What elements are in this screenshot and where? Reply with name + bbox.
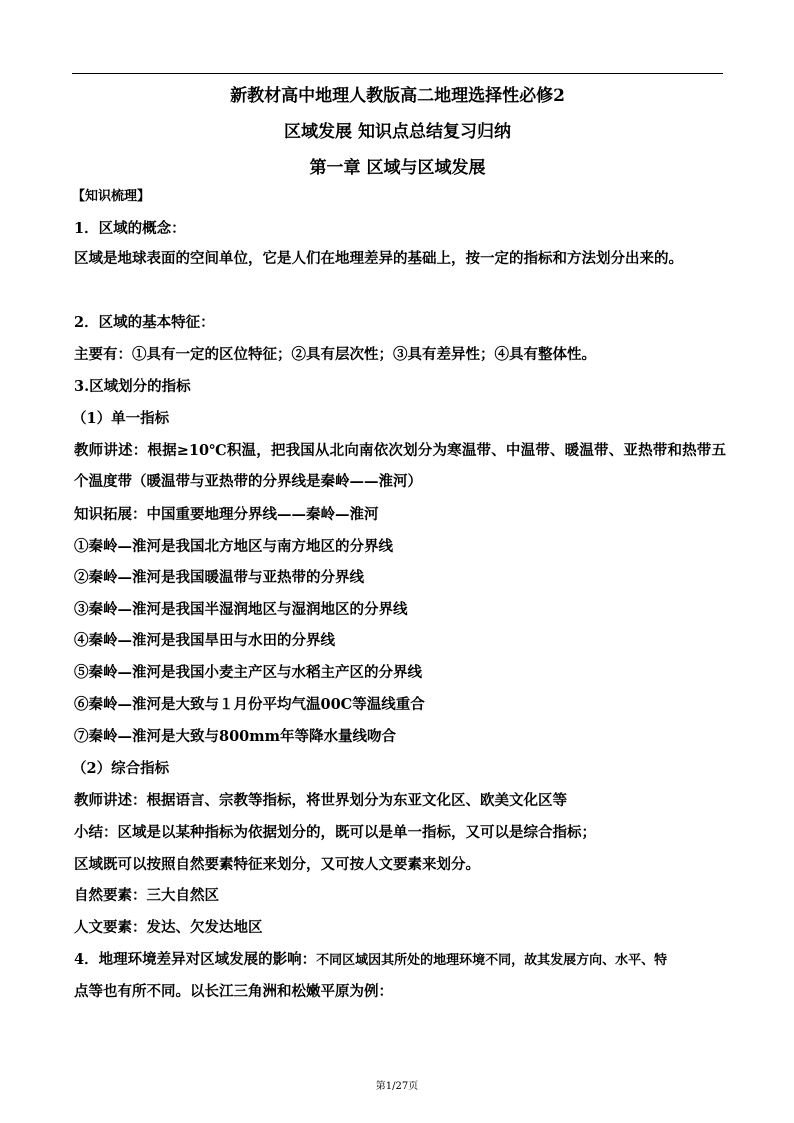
- page-number: 第1/27页: [375, 1081, 419, 1092]
- paragraph-summary: 小结：区域是以某种指标为依据划分的，既可以是单一指标，又可以是综合指标；: [74, 824, 596, 841]
- list-item: ⑤秦岭—淮河是我国小麦主产区与水稻主产区的分界线: [74, 664, 422, 681]
- paragraph-environment-impact-cont: 点等也有所不同。以长江三角洲和松嫩平原为例：: [74, 983, 393, 1000]
- heading-basic-features: 2．区域的基本特征：: [74, 314, 215, 331]
- paragraph-human-factors: 人文要素：发达、欠发达地区: [74, 919, 263, 936]
- heading-environment-impact: [74, 950, 667, 971]
- list-item: ③秦岭—淮河是我国半湿润地区与湿润地区的分界线: [74, 601, 408, 618]
- paragraph-teacher-note-2: 教师讲述：根据语言、宗教等指标，将世界划分为东亚文化区、欧美文化区等: [74, 792, 567, 809]
- subheading-single-indicator: （1）单一指标: [72, 410, 170, 427]
- heading-environment-impact-text: 不同区域因其所处的地理环境不同，故其发展方向、水平、特: [316, 953, 668, 968]
- list-item: ⑦秦岭—淮河是大致与800mm年等降水量线吻合: [74, 728, 396, 745]
- heading-division-indicators: 3.区域划分的指标: [74, 378, 191, 395]
- paragraph-teacher-note-1: 教师讲述：根据≥10℃积温，把我国从北向南依次划分为寒温带、中温带、暖温带、亚热带和热带五个温度带（暖温带与亚热带的分界线是秦岭——淮河）: [74, 442, 726, 490]
- section-tag: 【知识梳理】: [72, 189, 151, 204]
- paragraph-knowledge-extension: 知识拓展：中国重要地理分界线——秦岭—淮河: [74, 506, 379, 523]
- header-rule: [72, 73, 723, 74]
- chapter-title: 第一章 区域与区域发展: [309, 158, 486, 178]
- list-item: ④秦岭—淮河是我国旱田与水田的分界线: [74, 632, 335, 649]
- paragraph-division-basis: 区域既可以按照自然要素特征来划分，又可按人文要素来划分。: [74, 856, 480, 873]
- paragraph-region-definition: 区域是地球表面的空间单位，它是人们在地理差异的基础上，按一定的指标和方法划分出来的。: [74, 250, 683, 267]
- list-item: ①秦岭—淮河是我国北方地区与南方地区的分界线: [74, 538, 393, 555]
- list-item: ②秦岭—淮河是我国暖温带与亚热带的分界线: [74, 569, 364, 586]
- list-item: ⑥秦岭—淮河是大致与１月份平均气温00C等温线重合: [74, 696, 425, 713]
- paragraph-basic-features: 主要有：①具有一定的区位特征；②具有层次性；③具有差异性；④具有整体性。: [74, 346, 596, 363]
- heading-region-concept: 1．区域的概念：: [74, 220, 186, 237]
- document-subtitle: 区域发展 知识点总结复习归纳: [284, 122, 511, 142]
- subheading-composite-indicator: （2）综合指标: [72, 760, 170, 777]
- paragraph-natural-factors: 自然要素：三大自然区: [74, 887, 219, 904]
- document-title: 新教材高中地理人教版高二地理选择性必修2: [230, 86, 565, 106]
- heading-environment-impact-label: 4．地理环境差异对区域发展的影响：: [74, 951, 317, 968]
